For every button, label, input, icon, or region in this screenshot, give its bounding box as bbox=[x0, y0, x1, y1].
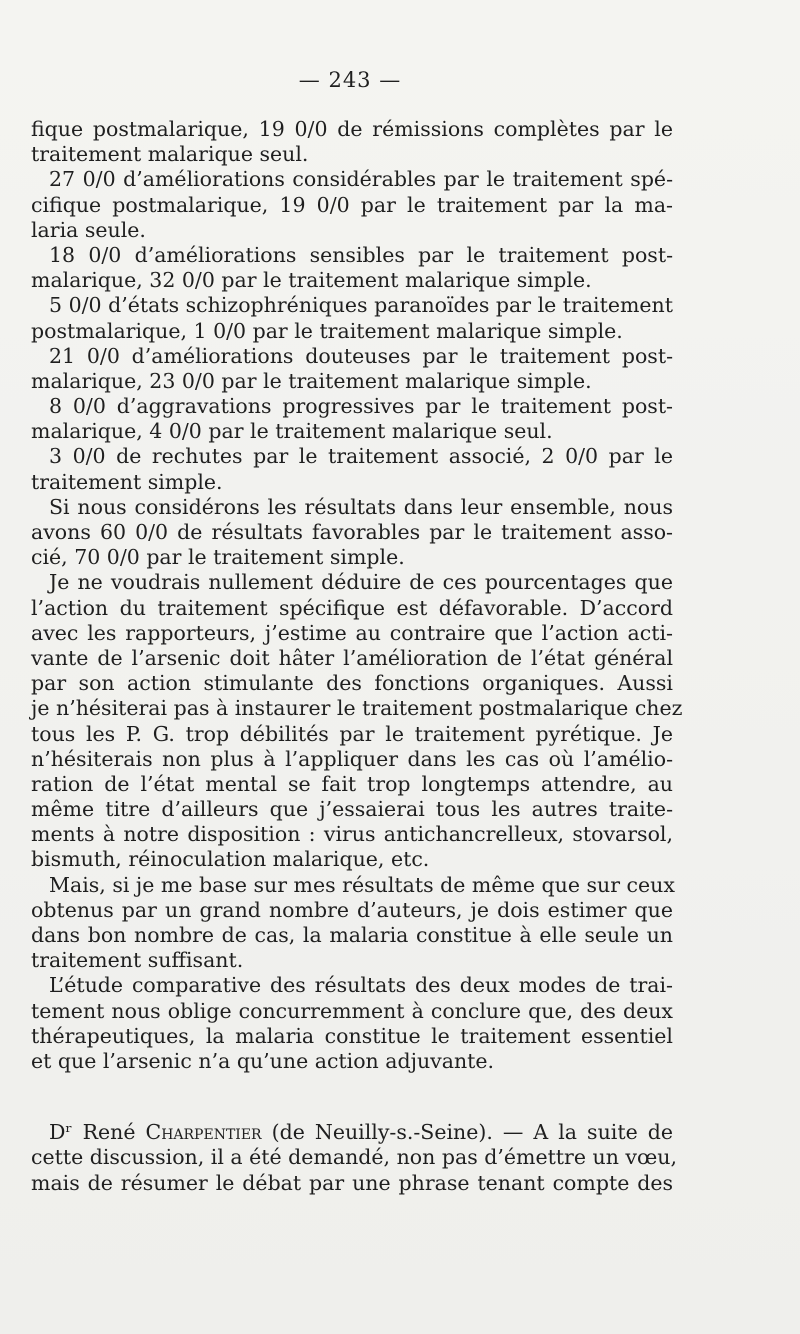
text-line: dans bon nombre de cas, la malaria constitue à elle seule un bbox=[31, 923, 673, 947]
text-line: malarique, 4 0/0 par le traitement malarique seul. bbox=[31, 419, 553, 444]
text-line: même titre d’ailleurs que j’essaierai tous les autres traite- bbox=[31, 797, 673, 822]
text-line: Mais, si je me base sur mes résultats de même que sur ceux bbox=[49, 872, 675, 897]
text-line: tous les P. G. trop débilités par le traitement pyrétique. Je bbox=[31, 721, 673, 746]
text-line: thérapeutiques, la malaria constitue le traitement essentiel bbox=[31, 1023, 673, 1048]
text-line: traitement suffisant. bbox=[31, 948, 244, 973]
text-line: 18 0/0 d’améliorations sensibles par le traitement post- bbox=[49, 242, 673, 267]
text-line: n’hésiterais non plus à l’appliquer dans les cas où l’amélio- bbox=[31, 746, 673, 771]
text-line: malarique, 23 0/0 par le traitement malarique simple. bbox=[31, 368, 592, 393]
text-line: ration de l’état mental se fait trop longtemps attendre, au bbox=[31, 771, 673, 796]
text-line: L’étude comparative des résultats des deux modes de trai- bbox=[49, 973, 673, 998]
text-line: 5 0/0 d’états schizophréniques paranoïdes par le traitement bbox=[49, 293, 673, 318]
text-line: 21 0/0 d’améliorations douteuses par le traitement post- bbox=[49, 343, 673, 368]
text-line: Si nous considérons les résultats dans leur ensemble, nous bbox=[49, 494, 673, 519]
author-title: Dʳ René bbox=[49, 1120, 136, 1145]
text-line: traitement simple. bbox=[31, 469, 223, 494]
text-line: laria seule. bbox=[31, 217, 146, 242]
text-line: malarique, 32 0/0 par le traitement malarique simple. bbox=[31, 268, 592, 293]
author-rest: (de Neuilly-s.-Seine). — A la suite de bbox=[271, 1120, 673, 1145]
text-line: obtenus par un grand nombre d’auteurs, je dois estimer que bbox=[31, 897, 673, 922]
text-line: cette discussion, il a été demandé, non pas d’émettre un vœu, bbox=[31, 1145, 677, 1170]
text-line: Je ne voudrais nullement déduire de ces pourcentages que bbox=[49, 570, 673, 595]
text-line: cié, 70 0/0 par le traitement simple. bbox=[31, 545, 405, 570]
body-text bbox=[31, 117, 683, 1196]
text-line: traitement malarique seul. bbox=[31, 142, 309, 167]
text-line: postmalarique, 1 0/0 par le traitement malarique simple. bbox=[31, 318, 623, 343]
text-line: ments à notre disposition : virus antichancrelleux, stovarsol, bbox=[31, 822, 673, 847]
closing-paragraph-first-line bbox=[31, 1120, 673, 1145]
text-line: et que l’arsenic n’a qu’une action adjuvante. bbox=[31, 1048, 495, 1073]
text-line: par son action stimulante des fonctions organiques. Aussi bbox=[31, 671, 673, 696]
author-name: Charpentier bbox=[145, 1120, 262, 1145]
text-line: bismuth, réinoculation malarique, etc. bbox=[31, 847, 430, 872]
text-line: 8 0/0 d’aggravations progressives par le traitement post- bbox=[49, 394, 673, 419]
text-line: fique postmalarique, 19 0/0 de rémissions complètes par le bbox=[31, 117, 673, 141]
text-line: tement nous oblige concurremment à conclure que, des deux bbox=[31, 998, 673, 1023]
text-line: 3 0/0 de rechutes par le traitement associé, 2 0/0 par le bbox=[49, 444, 673, 469]
text-line: 27 0/0 d’améliorations considérables par le traitement spé- bbox=[49, 167, 673, 192]
text-line: mais de résumer le débat par une phrase tenant compte des bbox=[31, 1170, 673, 1195]
page-number: — 243 — bbox=[298, 68, 402, 92]
text-line: avons 60 0/0 de résultats favorables par le traitement asso- bbox=[31, 520, 673, 544]
text-line: vante de l’arsenic doit hâter l’amélioration de l’état général bbox=[31, 645, 673, 670]
text-line: l’action du traitement spécifique est défavorable. D’accord bbox=[31, 595, 673, 620]
text-line: avec les rapporteurs, j’estime au contraire que l’action acti- bbox=[31, 620, 673, 645]
text-line: je n’hésiterai pas à instaurer le traitement postmalarique chez bbox=[31, 696, 683, 721]
text-line: cifique postmalarique, 19 0/0 par le traitement par la ma- bbox=[31, 192, 673, 217]
